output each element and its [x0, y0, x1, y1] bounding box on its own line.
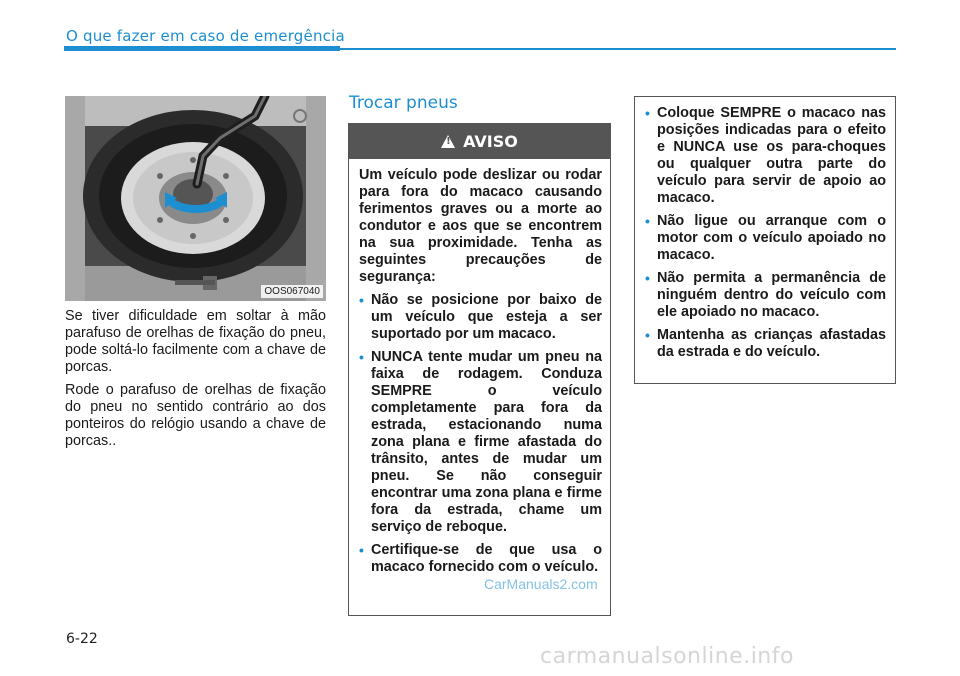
list-item-text: Mantenha as crianças afastadas da estrada e do veículo.: [657, 327, 886, 360]
list-item: [359, 542, 602, 576]
watermark-link: CarManuals2.com: [484, 576, 598, 592]
bullet-icon: •: [645, 213, 650, 229]
list-item-text: Certifique-se de que usa o macaco fornecido com o veículo.: [371, 542, 602, 575]
paragraph: Se tiver dificuldade em soltar à mão parafuso de orelhas de fixação do pneu, pode soltá-lo facilmente com a chave de porcas.: [65, 308, 326, 375]
warning-header: [349, 124, 610, 159]
page-number: 6-22: [66, 631, 98, 647]
list-item: [645, 213, 886, 264]
section-header-title: O que fazer em caso de emergência: [66, 27, 345, 45]
bullet-icon: •: [645, 327, 650, 343]
figure-code: OOS067040: [261, 285, 323, 298]
warning-box: [348, 123, 611, 616]
list-item-text: NUNCA tente mudar um pneu na faixa de rodagem. Conduza SEMPRE o veículo completamente para fora da estrada, estacionando numa zona plana e firme afastada do trânsito, antes de mudar um pneu. Se não conseguir encontrar uma zona plana e firme fora da estrada, chame um serviço de reboque.: [371, 349, 602, 535]
list-item: [359, 349, 602, 536]
warning-intro: Um veículo pode deslizar ou rodar para fora do macaco causando ferimentos graves ou a morte ao condutor e aos que se encontrem na sua proximidade. Tenha as seguintes precauções de segurança:: [359, 167, 602, 285]
list-item: [359, 292, 602, 343]
bullet-icon: •: [645, 270, 650, 286]
spare-tire-photo: [65, 96, 326, 301]
list-item: [645, 270, 886, 321]
list-item-text: Coloque SEMPRE o macaco nas posições indicadas para o efeito e NUNCA use os para-choques ou qualquer outra parte do veículo para servir de apoio ao macaco.: [657, 105, 886, 206]
section-title: Trocar pneus: [349, 93, 458, 113]
bullet-icon: •: [645, 105, 650, 121]
warning-body: [349, 159, 610, 576]
right-bullet-list: [645, 105, 886, 361]
header-rule-thin: [340, 48, 896, 50]
bullet-icon: •: [359, 292, 364, 308]
spare-tire-illustration: [65, 96, 326, 301]
list-item-text: Não se posicione por baixo de um veículo que esteja a ser suportado por um macaco.: [371, 292, 602, 342]
left-body-text: [65, 308, 326, 456]
warning-bullet-list: [359, 292, 602, 576]
list-item-text: Não permita a permanência de ninguém dentro do veículo com ele apoiado no macaco.: [657, 270, 886, 320]
list-item-text: Não ligue ou arranque com o motor com o veículo apoiado no macaco.: [657, 213, 886, 263]
bullet-icon: •: [359, 542, 364, 558]
list-item: [645, 105, 886, 207]
paragraph: Rode o parafuso de orelhas de fixação do pneu no sentido contrário ao dos ponteiros do relógio usando a chave de porcas..: [65, 382, 326, 449]
warning-triangle-icon: [441, 135, 455, 148]
header-rule-thick: [64, 46, 340, 51]
list-item: [645, 327, 886, 361]
bullet-icon: •: [359, 349, 364, 365]
footer-watermark: carmanualsonline.info: [540, 644, 794, 669]
warning-heading: AVISO: [463, 132, 518, 151]
right-warning-box: [634, 96, 896, 384]
